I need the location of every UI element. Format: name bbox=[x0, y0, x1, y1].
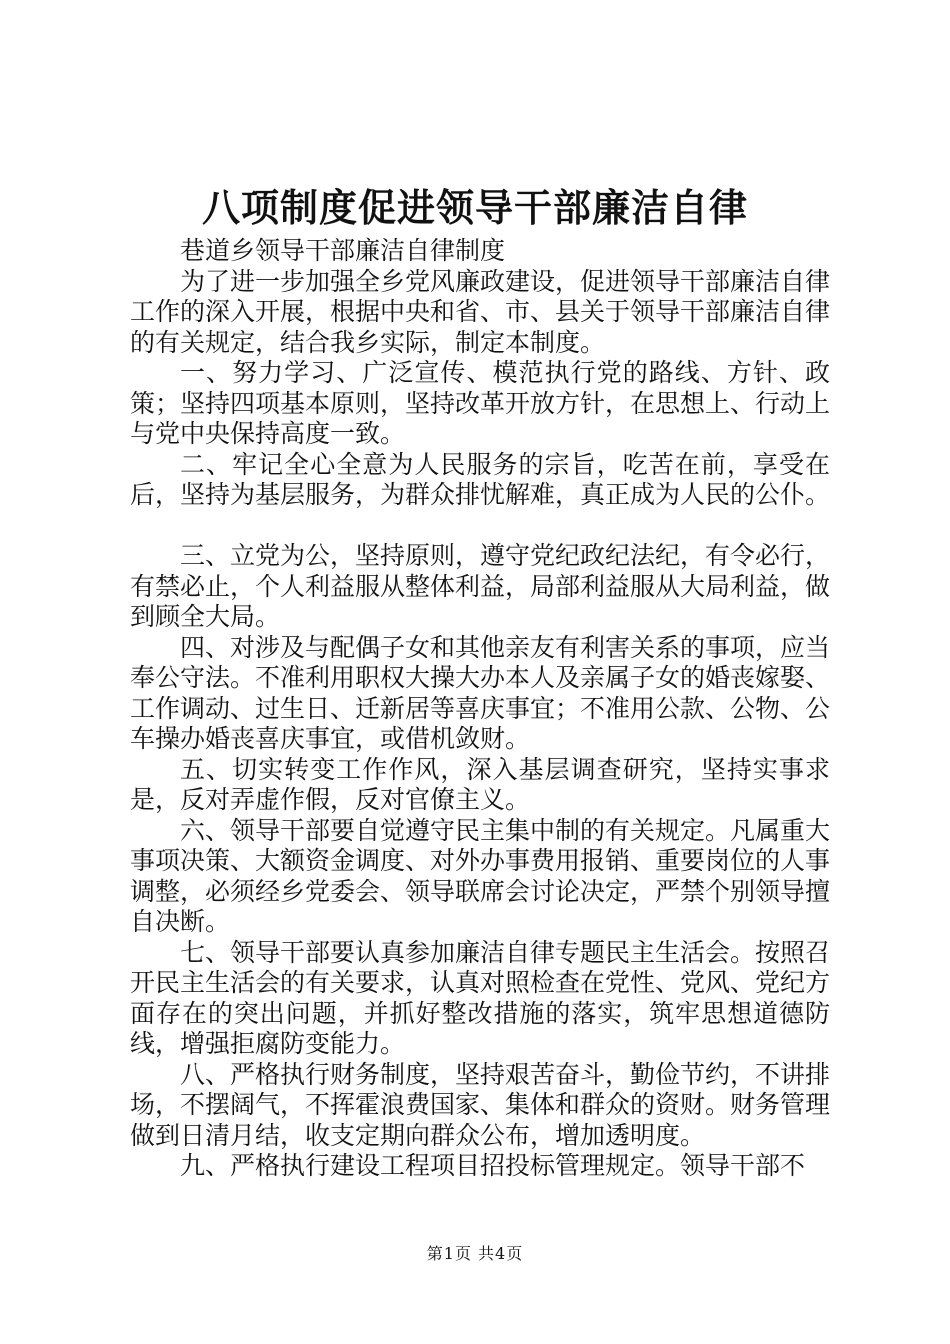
paragraph-item-4: 四、对涉及与配偶子女和其他亲友有利害关系的事项，应当奉公守法。不准利用职权大操大办本人及亲属子女的婚丧嫁娶、工作调动、过生日、迁新居等喜庆事宜；不准用公款、公物、公车操办婚丧喜庆事宜，或借机敛财。 bbox=[130, 632, 831, 753]
paragraph-item-7: 七、领导干部要认真参加廉洁自律专题民主生活会。按照召开民主生活会的有关要求，认真对照检查在党性、党风、党纪方面存在的突出问题，并抓好整改措施的落实，筑牢思想道德防线，增强拒腐防变能力。 bbox=[130, 937, 831, 1058]
paragraph-intro: 为了进一步加强全乡党风廉政建设，促进领导干部廉洁自律工作的深入开展，根据中央和省、市、县关于领导干部廉洁自律的有关规定，结合我乡实际，制定本制度。 bbox=[130, 266, 831, 357]
page-number-footer: 第1页 共4页 bbox=[426, 1244, 524, 1263]
paragraph-item-1: 一、努力学习、广泛宣传、模范执行党的路线、方针、政策；坚持四项基本原则，坚持改革开放方针，在思想上、行动上与党中央保持高度一致。 bbox=[130, 358, 831, 448]
paragraph-item-8: 八、严格执行财务制度，坚持艰苦奋斗，勤俭节约，不讲排场，不摆阔气，不挥霍浪费国家、集体和群众的资财。财务管理做到日清月结，收支定期向群众公布，增加透明度。 bbox=[130, 1059, 831, 1150]
document-title: 八项制度促进领导干部廉洁自律 bbox=[201, 185, 748, 230]
paragraph-item-3: 三、立党为公，坚持原则，遵守党纪政纪法纪，有令必行，有禁必止，个人利益服从整体利益，局部利益服从大局利益，做到顾全大局。 bbox=[130, 541, 831, 631]
document-body bbox=[130, 236, 830, 1182]
paragraph-item-5: 五、切实转变工作作风，深入基层调查研究，坚持实事求是，反对弄虚作假，反对官僚主义。 bbox=[130, 754, 830, 814]
paragraph-item-2: 二、牢记全心全意为人民服务的宗旨，吃苦在前，享受在后，坚持为基层服务，为群众排忧解难，真正成为人民的公仆。 bbox=[130, 449, 831, 509]
paragraph-item-9: 九、严格执行建设工程项目招投标管理规定。领导干部不 bbox=[180, 1151, 806, 1180]
paragraph-item-6: 六、领导干部要自觉遵守民主集中制的有关规定。凡属重大事项决策、大额资金调度、对外办事费用报销、重要岗位的人事调整，必须经乡党委会、领导联席会讨论决定，严禁个别领导擅自决断。 bbox=[130, 815, 831, 936]
paragraph-subtitle: 巷道乡领导干部廉洁自律制度 bbox=[180, 236, 506, 265]
